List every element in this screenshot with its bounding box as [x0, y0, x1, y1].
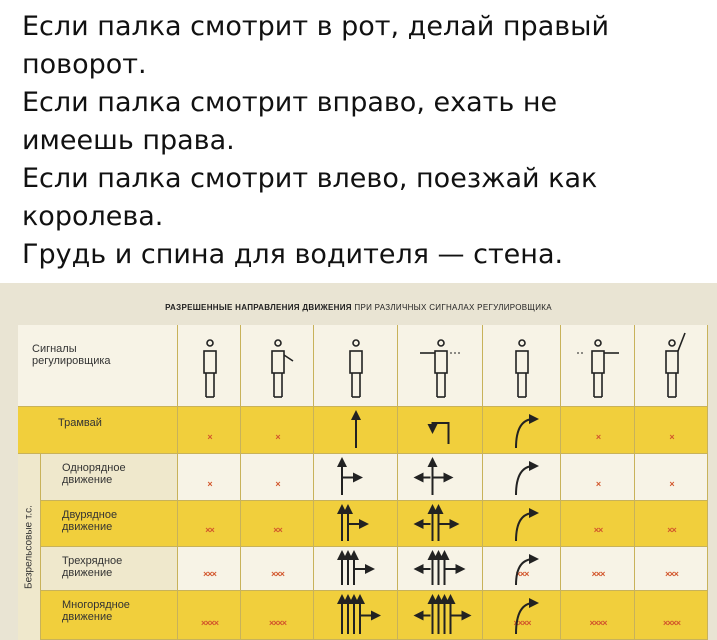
- table-cell: [178, 407, 241, 454]
- table-cell: [635, 501, 708, 547]
- row-label: Трехрядное движение: [62, 555, 123, 579]
- row-label: Однорядное движение: [62, 462, 126, 486]
- direction-arrows-icon: [398, 591, 483, 640]
- prohibited-mark: ×: [595, 432, 601, 442]
- prohibited-mark: ××: [593, 525, 603, 535]
- poem-line: Грудь и спина для водителя — стена.: [22, 239, 564, 270]
- direction-arrows-icon: [314, 407, 398, 454]
- direction-arrows-icon: [314, 547, 398, 591]
- prohibited-mark: ××××: [200, 618, 219, 628]
- traffic-controller-figure-icon: [331, 331, 381, 401]
- direction-arrows-icon: [314, 591, 398, 640]
- table-cell: [635, 407, 708, 454]
- prohibited-mark: ××: [205, 525, 214, 535]
- chart-title: [0, 303, 717, 312]
- direction-arrows-icon: [483, 407, 561, 454]
- prohibited-mark: ××××: [513, 618, 531, 628]
- signals-header-label: Сигналы регулировщика: [32, 343, 111, 367]
- prohibited-mark: ×: [275, 479, 280, 489]
- poem-line: Если палка смотрит в рот, делай правый: [22, 11, 610, 42]
- poem-line: Если палка смотрит влево, поезжай как: [22, 163, 598, 194]
- group-label-text: Безрельсовые т.с.: [23, 505, 35, 589]
- prohibited-mark: ××: [667, 525, 676, 535]
- prohibited-mark: ×: [669, 432, 674, 442]
- direction-arrows-icon: [398, 454, 483, 501]
- table-cell: [635, 454, 708, 501]
- traffic-controller-figure-icon: [416, 331, 466, 401]
- table-cell: [178, 591, 241, 640]
- table-cell: [241, 501, 314, 547]
- prohibited-mark: ×: [669, 479, 674, 489]
- prohibited-mark: ×××: [203, 569, 216, 579]
- poem-text: [22, 8, 702, 274]
- poem-line: Если палка смотрит вправо, ехать не: [22, 87, 558, 118]
- prohibited-mark: ××: [273, 525, 282, 535]
- prohibited-mark: ×××: [665, 569, 678, 579]
- row-label: Трамвай: [58, 417, 102, 429]
- row-label: Многорядное движение: [62, 599, 130, 623]
- table-cell: [561, 454, 635, 501]
- direction-arrows-icon: [398, 547, 483, 591]
- chart-title-bold: РАЗРЕШЕННЫЕ НАПРАВЛЕНИЯ ДВИЖЕНИЯ: [165, 303, 352, 312]
- prohibited-mark: ××××: [268, 618, 287, 628]
- table-cell: [635, 591, 708, 640]
- table-cell: [178, 501, 241, 547]
- traffic-controller-chart: [0, 283, 717, 640]
- table-cell: [241, 591, 314, 640]
- signals-table: [18, 325, 708, 640]
- table-cell: [561, 591, 635, 640]
- group-label-bar: [18, 454, 41, 640]
- direction-arrows-icon: [314, 501, 398, 547]
- poem-line: имеешь права.: [22, 125, 235, 156]
- direction-arrows-icon: [483, 591, 561, 640]
- row-label: Двурядное движение: [62, 509, 118, 533]
- prohibited-mark: ××××: [589, 618, 607, 628]
- prohibited-mark: ×: [207, 432, 212, 442]
- prohibited-mark: ×: [595, 479, 601, 489]
- chart-title-light: ПРИ РАЗЛИЧНЫХ СИГНАЛАХ РЕГУЛИРОВЩИКА: [354, 303, 552, 312]
- direction-arrows-icon: [398, 501, 483, 547]
- traffic-controller-figure-icon: [647, 331, 697, 401]
- direction-arrows-icon: [483, 454, 561, 501]
- table-cell: [178, 454, 241, 501]
- table-cell: [561, 501, 635, 547]
- direction-arrows-icon: [483, 501, 561, 547]
- table-cell: [241, 454, 314, 501]
- traffic-controller-figure-icon: [497, 331, 547, 401]
- prohibited-mark: ×: [275, 432, 280, 442]
- poem-line: королева.: [22, 201, 164, 232]
- traffic-controller-figure-icon: [253, 331, 303, 401]
- table-cell: [241, 407, 314, 454]
- traffic-controller-figure-icon: [185, 331, 235, 401]
- prohibited-mark: ××××: [662, 618, 681, 628]
- prohibited-mark: ×××: [271, 569, 284, 579]
- direction-arrows-icon: [314, 454, 398, 501]
- row-label-cell: [18, 407, 178, 454]
- poem-line: поворот.: [22, 49, 147, 80]
- prohibited-mark: ×××: [591, 569, 605, 579]
- prohibited-mark: ×××: [515, 569, 529, 579]
- prohibited-mark: ×: [207, 479, 212, 489]
- direction-arrows-icon: [398, 407, 483, 454]
- table-cell: [561, 407, 635, 454]
- direction-arrows-icon: [483, 547, 561, 591]
- traffic-controller-figure-icon: [573, 331, 623, 401]
